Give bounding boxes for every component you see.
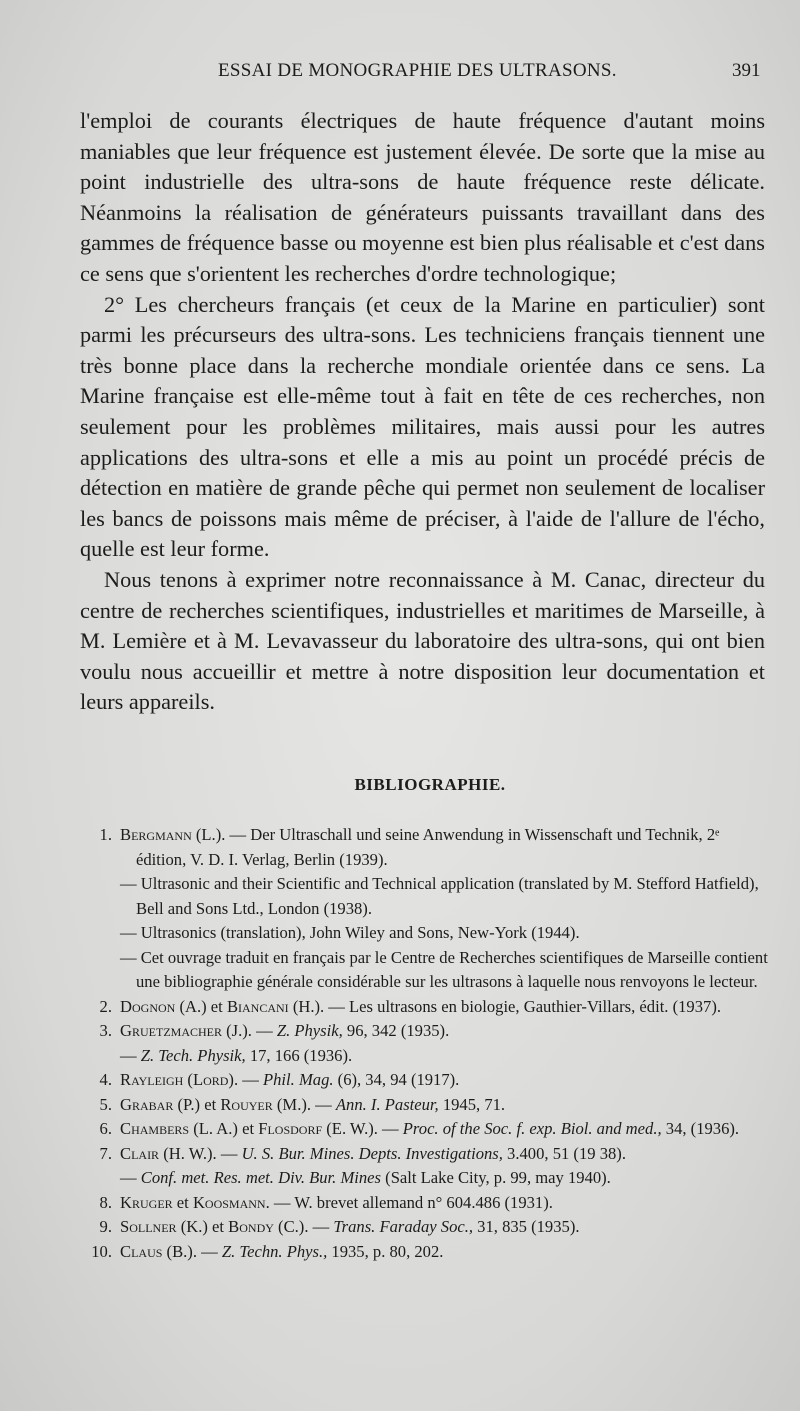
entry-journal: Ann. I. Pasteur, bbox=[335, 1094, 439, 1114]
entry-text: (6), 34, 94 (1917). bbox=[333, 1070, 460, 1089]
body-text bbox=[80, 106, 765, 718]
entry-number: 5. bbox=[99, 1094, 112, 1114]
bibliography-entry: 6. Chambers (L. A.) et Flosdorf (E. W.). — Proc. of the Soc. f. exp. Biol. and med., 34, (1936). bbox=[80, 1117, 770, 1142]
entry-journal: Z. Techn. Phys., bbox=[221, 1241, 328, 1261]
bibliography-subentry: — Conf. met. Res. met. Div. Bur. Mines (Salt Lake City, p. 99, may 1940). bbox=[120, 1168, 611, 1187]
entry-author: Biancani (H.). bbox=[226, 996, 325, 1016]
entry-number: 8. bbox=[99, 1192, 112, 1212]
paragraph: Nous tenons à exprimer notre reconnaissance à M. Canac, directeur du centre de recherches scientifiques, industrielles et maritimes de Marseille, à M. Lemière et à M. Levavasseur du laboratoire des ultra-sons, qui ont bien voulu nous accueillir et mettre à notre disposition leur documentation et leurs appareils. bbox=[80, 566, 765, 715]
entry-author: Bergmann (L.). bbox=[120, 825, 226, 844]
entry-text: 1935, p. 80, 202. bbox=[327, 1241, 444, 1261]
entry-text: — Ultrasonics (translation), John Wiley and Sons, New-York (1944). bbox=[120, 923, 580, 942]
entry-text: — Cet ouvrage traduit en français par le Centre de Recherches scientifiques de Marseille contient une bibliographie générale considérable sur les ultrasons à laquelle nous renvoyons le lecteur. bbox=[120, 947, 768, 991]
entry-journal: U. S. Bur. Mines. Depts. Investigations, bbox=[241, 1143, 503, 1163]
bibliography-entry: 7. Clair (H. W.). — U. S. Bur. Mines. Depts. Investigations, 3.400, 51 (19 38). bbox=[80, 1142, 770, 1167]
entry-text: 3.400, 51 (19 38). bbox=[502, 1143, 626, 1163]
page-number: 391 bbox=[732, 60, 761, 81]
bibliography-entry: 4. Rayleigh (Lord). — Phil. Mag. (6), 34, 94 (1917). bbox=[80, 1068, 770, 1093]
entry-text: 1945, 71. bbox=[438, 1094, 506, 1114]
entry-number: 7. bbox=[99, 1143, 112, 1163]
entry-author: Grabar (P.) bbox=[120, 1094, 201, 1114]
entry-number: 6. bbox=[99, 1119, 112, 1138]
bibliography-entry: 9. Sollner (K.) et Bondy (C.). — Trans. Faraday Soc., 31, 835 (1935). bbox=[80, 1215, 770, 1240]
entry-author: Gruetzmacher (J.). bbox=[120, 1021, 252, 1040]
entry-author: Flosdorf (E. W.). bbox=[258, 1119, 378, 1138]
entry-text: 34, (1936). bbox=[661, 1119, 740, 1138]
entry-number: 10. bbox=[91, 1241, 112, 1261]
entry-number: 9. bbox=[99, 1217, 112, 1236]
bibliography-title: BIBLIOGRAPHIE. bbox=[354, 775, 506, 794]
entry-author: Bondy (C.). bbox=[228, 1217, 309, 1236]
entry-author: Koosmann. bbox=[192, 1192, 270, 1212]
entry-author: Sollner (K.) bbox=[120, 1217, 208, 1236]
entry-text: — Der Ultraschall und seine Anwendung in Wissenschaft und Technik, 2ᵉ édition, V. D. I. Verlag, Berlin (1939). bbox=[136, 825, 720, 869]
paragraph: 2° Les chercheurs français (et ceux de la Marine en particulier) sont parmi les précurseurs des ultra-sons. Les techniciens français tiennent une très bonne place dans la recherche mondiale orientée dans ce sens. La Marine française est elle-même tout à fait en tête de ces recherches, non seulement pour les problèmes militaires, mais aussi pour les autres applications des ultra-sons et elle a mis au point un procédé précis de détection en matière de grande pêche qui permet non seulement de localiser les bancs de poissons mais même de préciser, à l'aide de l'allure de l'écho, quelle est leur forme. bbox=[80, 291, 765, 562]
entry-text: — W. brevet allemand n° 604.486 (1931). bbox=[269, 1192, 553, 1212]
entry-author: Rouyer (M.). bbox=[220, 1094, 312, 1114]
running-title: ESSAI DE MONOGRAPHIE DES ULTRASONS. bbox=[218, 60, 617, 81]
bibliography-entry: 10. Claus (B.). — Z. Techn. Phys., 1935, p. 80, 202. bbox=[80, 1240, 770, 1265]
entry-journal: Proc. of the Soc. f. exp. Biol. and med., bbox=[402, 1119, 662, 1138]
entry-author: Chambers (L. A.) bbox=[120, 1119, 238, 1138]
bibliography-entry: 8. Kruger et Koosmann. — W. brevet allemand n° 604.486 (1931). bbox=[80, 1191, 770, 1216]
entry-author: Clair (H. W.). bbox=[120, 1143, 217, 1163]
running-head bbox=[0, 60, 800, 90]
entry-author: Kruger bbox=[120, 1192, 173, 1212]
entry-journal: Trans. Faraday Soc., bbox=[333, 1217, 474, 1236]
entry-number: 3. bbox=[99, 1021, 112, 1040]
bibliography-subentry: — Z. Tech. Physik, 17, 166 (1936). bbox=[120, 1045, 353, 1065]
bibliography-entry: 5. Grabar (P.) et Rouyer (M.). — Ann. I. Pasteur, 1945, 71. bbox=[80, 1093, 770, 1118]
entry-text: 17, 166 (1936). bbox=[245, 1045, 353, 1065]
paragraph: l'emploi de courants électriques de haute fréquence d'autant moins maniables que leur fréquence est justement élevée. De sorte que la mise au point industrielle des ultra-sons de haute fréquence reste délicate. Néanmoins la réalisation de générateurs puissants travaillant dans des gammes de fréquence basse ou moyenne est bien plus réalisable et c'est dans ce sens que s'orientent les recherches d'ordre technologique; bbox=[80, 108, 765, 286]
entry-journal: Z. Physik, bbox=[276, 1021, 343, 1040]
entry-author: Dognon (A.) bbox=[120, 996, 207, 1016]
entry-text: 96, 342 (1935). bbox=[342, 1021, 450, 1040]
entry-text: (Salt Lake City, p. 99, may 1940). bbox=[381, 1168, 611, 1187]
bibliography-entry: 2. Dognon (A.) et Biancani (H.). — Les ultrasons en biologie, Gauthier-Villars, édit. (1937). bbox=[80, 995, 770, 1020]
entry-author: Claus (B.). bbox=[120, 1241, 197, 1261]
bibliography-list bbox=[80, 823, 770, 1264]
entry-journal: Phil. Mag. bbox=[263, 1070, 334, 1089]
entry-author: Rayleigh (Lord). bbox=[120, 1070, 239, 1089]
entry-number: 2. bbox=[99, 996, 112, 1016]
bibliography-entry: 3. Gruetzmacher (J.). — Z. Physik, 96, 342 (1935). bbox=[80, 1019, 770, 1044]
entry-number: 1. bbox=[99, 825, 112, 844]
bibliography-subentry bbox=[80, 872, 770, 995]
bibliography-entry bbox=[80, 823, 770, 872]
entry-text: — Ultrasonic and their Scientific and Technical application (translated by M. Stefford Hatfield), Bell and Sons Ltd., London (1938). bbox=[120, 874, 759, 918]
entry-number: 4. bbox=[99, 1070, 112, 1089]
entry-text: — Les ultrasons en biologie, Gauthier-Villars, édit. (1937). bbox=[324, 996, 721, 1016]
entry-text: 31, 835 (1935). bbox=[473, 1217, 580, 1236]
entry-journal: Z. Tech. Physik, bbox=[140, 1045, 246, 1065]
entry-journal: Conf. met. Res. met. Div. Bur. Mines bbox=[140, 1168, 382, 1187]
